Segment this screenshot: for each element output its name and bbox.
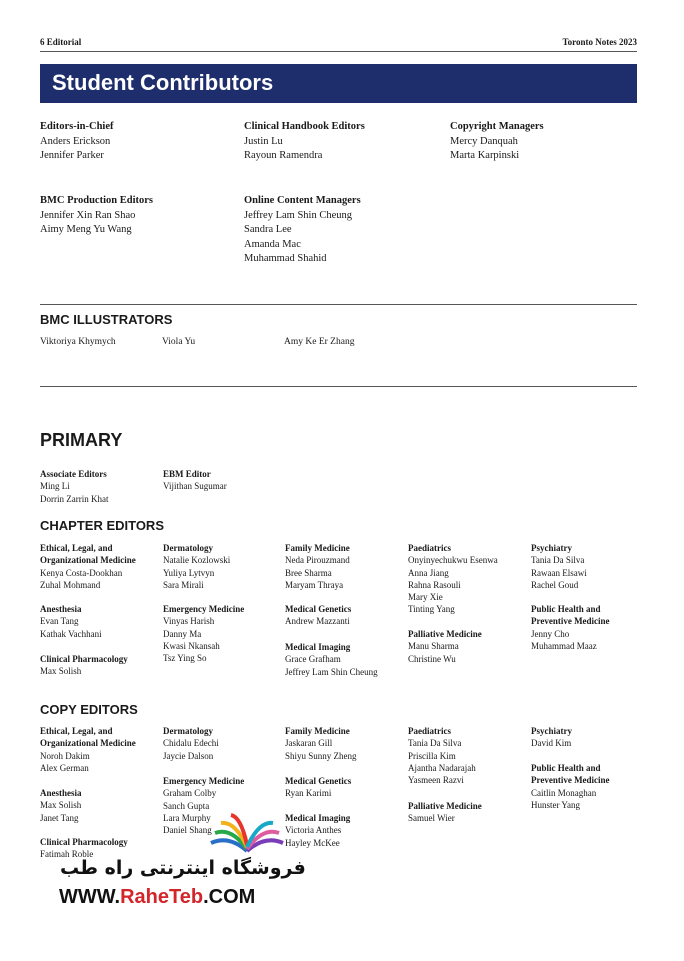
- divider-rule: [40, 304, 637, 305]
- contributor-name: Manu Sharma: [408, 641, 459, 652]
- contributor-name: Samuel Wier: [408, 813, 455, 824]
- group-heading: Medical Genetics: [285, 776, 352, 786]
- contributor-group: [40, 725, 136, 774]
- contributor-name: Jennifer Parker: [40, 150, 104, 162]
- group-heading: Public Health and: [531, 604, 601, 614]
- group-heading: EBM Editor: [163, 469, 211, 479]
- contributor-name: Graham Colby: [163, 788, 217, 799]
- contributor-group: [40, 542, 136, 591]
- contributor-group: [285, 775, 351, 800]
- group-heading: Anesthesia: [40, 604, 82, 614]
- contributor-group: [285, 812, 350, 849]
- contributor-group: [285, 725, 357, 762]
- contributor-name: Amanda Mac: [244, 238, 301, 250]
- contributor-name: Kwasi Nkansah: [163, 640, 220, 651]
- contributor-name: Lara Murphy: [163, 812, 211, 823]
- illustrator-name: Amy Ke Er Zhang: [284, 337, 355, 347]
- contributor-group: [163, 603, 244, 664]
- group-heading: Medical Imaging: [285, 642, 351, 652]
- contributor-name: Hunster Yang: [531, 799, 581, 810]
- contributor-name: Tinting Yang: [408, 604, 455, 615]
- contributor-name: Sara Mirali: [163, 579, 204, 590]
- contributor-name: Rayoun Ramendra: [244, 150, 323, 162]
- contributor-group: [531, 725, 572, 750]
- contributor-name: Christine Wu: [408, 653, 456, 664]
- contributor-name: Vinyas Harish: [163, 616, 215, 627]
- contributor-name: Chidalu Edechi: [163, 738, 219, 749]
- contributor-group: [40, 194, 153, 238]
- contributor-name: Tania Da Silva: [531, 555, 585, 566]
- running-head-left: 6 Editorial: [40, 37, 82, 47]
- contributor-name: Jeffrey Lam Shin Cheung: [244, 209, 352, 221]
- contributor-name: Jaycie Dalson: [163, 750, 214, 761]
- contributor-name: Fatimah Roble: [40, 849, 94, 860]
- contributor-name: Aimy Meng Yu Wang: [40, 224, 132, 236]
- contributor-name: Jaskaran Gill: [285, 738, 333, 749]
- contributor-name: Hayley McKee: [285, 837, 340, 848]
- contributor-name: Daniel Shang: [163, 825, 212, 836]
- book-logo-icon: [207, 813, 287, 857]
- contributor-name: Victoria Anthes: [285, 825, 342, 836]
- contributor-group: [408, 725, 476, 786]
- contributor-group: [163, 725, 219, 762]
- running-head-right: Toronto Notes 2023: [562, 37, 637, 47]
- group-heading: Dermatology: [163, 726, 213, 736]
- contributor-name: Rahna Rasouli: [408, 579, 461, 590]
- watermark-url: [59, 886, 255, 909]
- group-heading: Copyright Managers: [450, 121, 544, 132]
- group-heading: Clinical Pharmacology: [40, 837, 128, 847]
- contributor-group: [450, 120, 544, 164]
- contributor-name: Muhammad Shahid: [244, 253, 327, 265]
- contributor-name: Evan Tang: [40, 616, 79, 627]
- contributor-group: [244, 120, 365, 164]
- group-heading: Associate Editors: [40, 469, 107, 479]
- contributor-name: Zuhal Mohmand: [40, 579, 101, 590]
- illustrator-name: Viola Yu: [162, 337, 196, 347]
- group-heading: Organizational Medicine: [40, 738, 136, 749]
- contributor-name: Noroh Dakim: [40, 750, 90, 761]
- contributor-name: Rachel Goud: [531, 579, 579, 590]
- banner-title: Student Contributors: [52, 70, 274, 95]
- contributor-name: Tania Da Silva: [408, 738, 462, 749]
- contributor-group: [285, 542, 350, 591]
- contributor-name: Ryan Karimi: [285, 788, 332, 799]
- contributor-group: [408, 542, 498, 616]
- contributor-name: Jennifer Xin Ran Shao: [40, 209, 136, 221]
- group-heading: Psychiatry: [531, 543, 572, 553]
- contributor-group: [531, 603, 610, 652]
- contributor-name: Jeffrey Lam Shin Cheung: [285, 666, 378, 677]
- contributor-group: [285, 603, 351, 628]
- group-heading: Preventive Medicine: [531, 775, 610, 786]
- contributor-group: [163, 542, 230, 591]
- contributor-group: [408, 800, 482, 825]
- url-brand: RaheTeb: [120, 886, 204, 908]
- contributor-group: [40, 603, 102, 640]
- contributor-name: Onyinyechukwu Esenwa: [408, 555, 498, 566]
- contributor-name: Rawaan Elsawi: [531, 567, 587, 578]
- contributor-group: [40, 787, 82, 824]
- group-heading: Family Medicine: [285, 726, 350, 736]
- group-heading: Medical Imaging: [285, 813, 351, 823]
- contributor-group: [244, 194, 361, 267]
- group-heading: Preventive Medicine: [531, 616, 610, 627]
- contributor-name: Tsz Ying So: [163, 653, 207, 664]
- contributor-name: Jenny Cho: [531, 628, 570, 639]
- contributor-name: Max Solish: [40, 800, 82, 811]
- group-heading: Medical Genetics: [285, 604, 352, 614]
- contributor-name: Ajantha Nadarajah: [408, 762, 476, 773]
- group-heading: Organizational Medicine: [40, 555, 136, 566]
- contributor-name: Vijithan Sugumar: [163, 481, 227, 492]
- contributor-name: Marta Karpinski: [450, 150, 520, 162]
- chapter-editors-title: CHAPTER EDITORS: [40, 518, 164, 533]
- contributor-group: [285, 641, 378, 678]
- group-heading: Online Content Managers: [244, 195, 361, 206]
- section-banner: [40, 64, 637, 103]
- group-heading: BMC Production Editors: [40, 195, 153, 206]
- group-heading: Clinical Handbook Editors: [244, 121, 365, 132]
- header-rule: [40, 51, 637, 52]
- contributor-group: [40, 653, 128, 678]
- contributor-name: Anna Jiang: [408, 567, 449, 578]
- contributor-name: Ming Li: [40, 481, 70, 492]
- group-heading: Palliative Medicine: [408, 629, 482, 639]
- contributor-group: [40, 120, 114, 164]
- contributor-name: Neda Pirouzmand: [285, 555, 350, 566]
- group-heading: Public Health and: [531, 763, 601, 773]
- group-heading: Paediatrics: [408, 726, 451, 736]
- contributor-name: Max Solish: [40, 666, 82, 677]
- group-heading: Ethical, Legal, and: [40, 543, 113, 553]
- illustrator-name: Viktoriya Khymych: [40, 337, 116, 347]
- contributor-name: Janet Tang: [40, 812, 79, 823]
- group-heading: Editors-in-Chief: [40, 121, 114, 132]
- group-heading: Emergency Medicine: [163, 604, 245, 614]
- contributor-name: Anders Erickson: [40, 135, 111, 147]
- contributor-group: [163, 468, 227, 493]
- primary-title: PRIMARY: [40, 430, 123, 450]
- contributor-group: [531, 542, 587, 591]
- group-heading: Emergency Medicine: [163, 776, 245, 786]
- group-heading: Dermatology: [163, 543, 213, 553]
- contributor-name: Yuliya Lytvyn: [163, 567, 215, 578]
- contributor-name: David Kim: [531, 738, 572, 749]
- contributor-name: Alex German: [40, 762, 89, 773]
- contributor-name: Yasmeen Razvi: [408, 775, 464, 786]
- contributor-group: [531, 762, 610, 811]
- group-heading: Psychiatry: [531, 726, 572, 736]
- contributor-name: Bree Sharma: [285, 567, 332, 578]
- contributor-name: Mary Xie: [408, 592, 443, 603]
- contributor-name: Grace Grafham: [285, 654, 341, 665]
- url-suffix: .COM: [203, 886, 256, 908]
- group-heading: Palliative Medicine: [408, 801, 482, 811]
- contributor-name: Dorrin Zarrin Khat: [40, 493, 109, 504]
- contributor-name: Danny Ma: [163, 628, 202, 639]
- contributor-name: Kathak Vachhani: [40, 628, 102, 639]
- group-heading: Clinical Pharmacology: [40, 654, 128, 664]
- divider-rule: [40, 386, 637, 387]
- contributor-name: Kenya Costa-Dookhan: [40, 567, 123, 578]
- watermark-persian: فروشگاه اینترنتی راه طب: [60, 857, 306, 879]
- contributor-name: Sanch Gupta: [163, 800, 210, 811]
- illustrators-title: BMC ILLUSTRATORS: [40, 312, 173, 327]
- contributor-name: Justin Lu: [244, 135, 283, 147]
- group-heading: Family Medicine: [285, 543, 350, 553]
- contributor-name: Priscilla Kim: [408, 750, 456, 761]
- contributor-group: [408, 628, 482, 665]
- contributor-name: Muhammad Maaz: [531, 640, 597, 651]
- contributor-name: Mercy Danquah: [450, 135, 518, 147]
- contributor-name: Sandra Lee: [244, 224, 292, 236]
- url-prefix: WWW.: [59, 886, 121, 908]
- group-heading: Ethical, Legal, and: [40, 726, 113, 736]
- copy-editors-title: COPY EDITORS: [40, 702, 138, 717]
- group-heading: Paediatrics: [408, 543, 451, 553]
- contributor-name: Caitlin Monaghan: [531, 787, 597, 798]
- contributor-group: [40, 468, 108, 505]
- contributor-name: Shiyu Sunny Zheng: [285, 750, 357, 761]
- group-heading: Anesthesia: [40, 788, 82, 798]
- contributor-name: Maryam Thraya: [285, 579, 344, 590]
- contributor-name: Andrew Mazzanti: [285, 616, 350, 627]
- contributor-name: Natalie Kozlowski: [163, 555, 231, 566]
